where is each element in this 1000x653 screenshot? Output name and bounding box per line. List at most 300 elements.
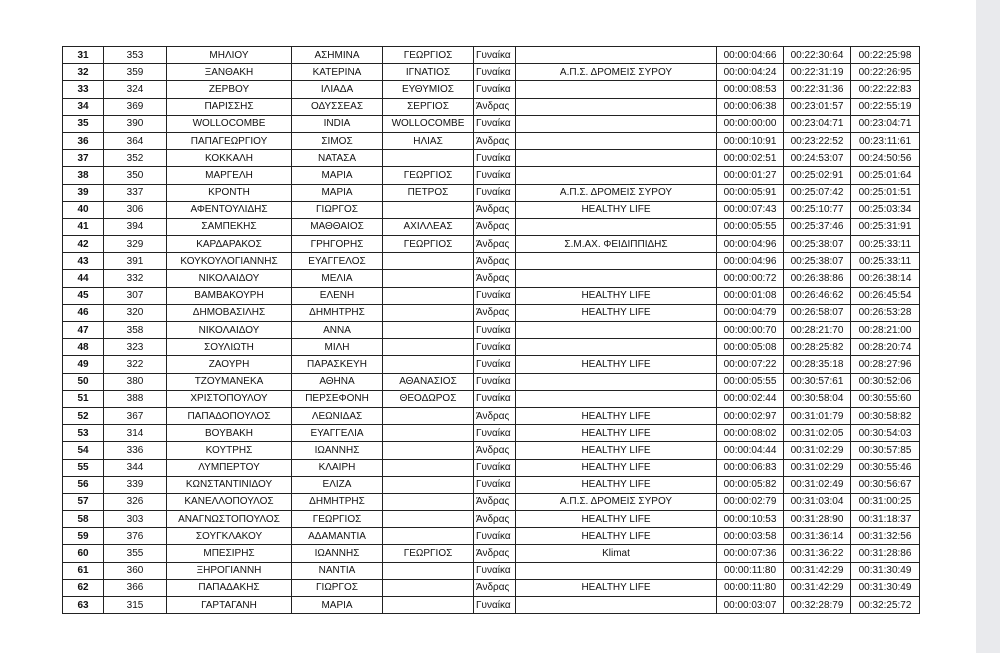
first-name-cell: ΜΑΡΙΑ <box>292 184 383 201</box>
table-row <box>63 339 920 356</box>
father-name-cell: ΘΕΟΔΩΡΟΣ <box>383 390 474 407</box>
rank-cell: 59 <box>63 528 104 545</box>
start-offset-cell: 00:00:04:79 <box>717 304 784 321</box>
rank-cell: 63 <box>63 597 104 614</box>
surname-cell: ΖΑΟΥΡΗ <box>167 356 292 373</box>
bib-cell: 307 <box>104 287 167 304</box>
father-name-cell: ΓΕΩΡΓΙΟΣ <box>383 545 474 562</box>
start-offset-cell: 00:00:01:27 <box>717 167 784 184</box>
surname-cell: ΖΕΡΒΟΥ <box>167 81 292 98</box>
start-offset-cell: 00:00:11:80 <box>717 562 784 579</box>
gender-cell: Γυναίκα <box>474 356 516 373</box>
surname-cell: ΝΙΚΟΛΑΙΔΟΥ <box>167 322 292 339</box>
surname-cell: ΜΗΛΙΟΥ <box>167 47 292 64</box>
father-name-cell: ΕΥΘΥΜΙΟΣ <box>383 81 474 98</box>
father-name-cell <box>383 528 474 545</box>
gender-cell: Άνδρας <box>474 545 516 562</box>
father-name-cell: ΑΘΑΝΑΣΙΟΣ <box>383 373 474 390</box>
father-name-cell <box>383 150 474 167</box>
first-name-cell: ΜΕΛΙΑ <box>292 270 383 287</box>
club-cell <box>516 47 717 64</box>
bib-cell: 366 <box>104 579 167 596</box>
first-name-cell: ΕΥΑΓΓΕΛΟΣ <box>292 253 383 270</box>
first-name-cell: ΕΛΙΖΑ <box>292 476 383 493</box>
net-time-cell: 00:31:32:56 <box>851 528 920 545</box>
table-row <box>63 528 920 545</box>
surname-cell: ΞΑΝΘΑΚΗ <box>167 64 292 81</box>
gun-time-cell: 00:25:07:42 <box>784 184 851 201</box>
net-time-cell: 00:22:55:19 <box>851 98 920 115</box>
club-cell <box>516 115 717 132</box>
club-cell: Α.Π.Σ. ΔΡΟΜΕΙΣ ΣΥΡΟΥ <box>516 184 717 201</box>
rank-cell: 40 <box>63 201 104 218</box>
club-cell <box>516 562 717 579</box>
bib-cell: 314 <box>104 425 167 442</box>
table-row <box>63 322 920 339</box>
gun-time-cell: 00:28:25:82 <box>784 339 851 356</box>
net-time-cell: 00:22:22:83 <box>851 81 920 98</box>
net-time-cell: 00:30:57:85 <box>851 442 920 459</box>
father-name-cell <box>383 253 474 270</box>
rank-cell: 52 <box>63 407 104 424</box>
start-offset-cell: 00:00:04:44 <box>717 442 784 459</box>
net-time-cell: 00:22:25:98 <box>851 47 920 64</box>
start-offset-cell: 00:00:05:91 <box>717 184 784 201</box>
bib-cell: 388 <box>104 390 167 407</box>
gender-cell: Άνδρας <box>474 218 516 235</box>
club-cell <box>516 390 717 407</box>
club-cell: HEALTHY LIFE <box>516 304 717 321</box>
net-time-cell: 00:30:55:46 <box>851 459 920 476</box>
table-row <box>63 167 920 184</box>
bib-cell: 332 <box>104 270 167 287</box>
gun-time-cell: 00:31:02:29 <box>784 442 851 459</box>
club-cell: HEALTHY LIFE <box>516 511 717 528</box>
start-offset-cell: 00:00:07:43 <box>717 201 784 218</box>
table-row <box>63 373 920 390</box>
table-row <box>63 132 920 149</box>
net-time-cell: 00:31:18:37 <box>851 511 920 528</box>
club-cell: Σ.Μ.ΑΧ. ΦΕΙΔΙΠΠΙΔΗΣ <box>516 236 717 253</box>
first-name-cell: ΓΙΩΡΓΟΣ <box>292 579 383 596</box>
gender-cell: Άνδρας <box>474 253 516 270</box>
gender-cell: Γυναίκα <box>474 150 516 167</box>
bib-cell: 353 <box>104 47 167 64</box>
first-name-cell: ΛΕΩΝΙΔΑΣ <box>292 407 383 424</box>
gender-cell: Άνδρας <box>474 201 516 218</box>
club-cell: HEALTHY LIFE <box>516 442 717 459</box>
net-time-cell: 00:31:28:86 <box>851 545 920 562</box>
start-offset-cell: 00:00:05:55 <box>717 218 784 235</box>
rank-cell: 51 <box>63 390 104 407</box>
father-name-cell: ΓΕΩΡΓΙΟΣ <box>383 47 474 64</box>
start-offset-cell: 00:00:04:96 <box>717 236 784 253</box>
father-name-cell: ΑΧΙΛΛΕΑΣ <box>383 218 474 235</box>
surname-cell: ΣΟΥΓΚΛΑΚΟΥ <box>167 528 292 545</box>
first-name-cell: ΙΛΙΑΔΑ <box>292 81 383 98</box>
start-offset-cell: 00:00:10:53 <box>717 511 784 528</box>
father-name-cell <box>383 287 474 304</box>
gun-time-cell: 00:25:10:77 <box>784 201 851 218</box>
rank-cell: 54 <box>63 442 104 459</box>
surname-cell: ΞΗΡΟΓΙΑΝΝΗ <box>167 562 292 579</box>
gun-time-cell: 00:31:01:79 <box>784 407 851 424</box>
bib-cell: 323 <box>104 339 167 356</box>
surname-cell: ΒΑΜΒΑΚΟΥΡΗ <box>167 287 292 304</box>
net-time-cell: 00:30:52:06 <box>851 373 920 390</box>
gender-cell: Άνδρας <box>474 236 516 253</box>
surname-cell: ΚΑΝΕΛΛΟΠΟΥΛΟΣ <box>167 493 292 510</box>
gun-time-cell: 00:30:58:04 <box>784 390 851 407</box>
bib-cell: 369 <box>104 98 167 115</box>
gun-time-cell: 00:28:21:70 <box>784 322 851 339</box>
table-row <box>63 253 920 270</box>
club-cell: HEALTHY LIFE <box>516 459 717 476</box>
rank-cell: 60 <box>63 545 104 562</box>
first-name-cell: ΑΔΑΜΑΝΤΙΑ <box>292 528 383 545</box>
table-row <box>63 47 920 64</box>
rank-cell: 34 <box>63 98 104 115</box>
bib-cell: 352 <box>104 150 167 167</box>
first-name-cell: ΓΕΩΡΓΙΟΣ <box>292 511 383 528</box>
rank-cell: 44 <box>63 270 104 287</box>
bib-cell: 394 <box>104 218 167 235</box>
rank-cell: 35 <box>63 115 104 132</box>
father-name-cell <box>383 459 474 476</box>
gun-time-cell: 00:22:31:36 <box>784 81 851 98</box>
surname-cell: ΠΑΡΙΣΣΗΣ <box>167 98 292 115</box>
net-time-cell: 00:28:20:74 <box>851 339 920 356</box>
results-table <box>62 46 920 614</box>
gun-time-cell: 00:31:42:29 <box>784 579 851 596</box>
father-name-cell <box>383 562 474 579</box>
net-time-cell: 00:25:31:91 <box>851 218 920 235</box>
start-offset-cell: 00:00:03:58 <box>717 528 784 545</box>
table-row <box>63 356 920 373</box>
net-time-cell: 00:25:01:64 <box>851 167 920 184</box>
start-offset-cell: 00:00:03:07 <box>717 597 784 614</box>
gun-time-cell: 00:22:31:19 <box>784 64 851 81</box>
first-name-cell: ΑΘΗΝΑ <box>292 373 383 390</box>
rank-cell: 37 <box>63 150 104 167</box>
table-row <box>63 425 920 442</box>
surname-cell: ΣΑΜΠΕΚΗΣ <box>167 218 292 235</box>
net-time-cell: 00:26:53:28 <box>851 304 920 321</box>
father-name-cell: ΓΕΩΡΓΙΟΣ <box>383 236 474 253</box>
table-row <box>63 98 920 115</box>
gun-time-cell: 00:31:36:22 <box>784 545 851 562</box>
start-offset-cell: 00:00:05:82 <box>717 476 784 493</box>
table-row <box>63 236 920 253</box>
table-row <box>63 597 920 614</box>
club-cell <box>516 373 717 390</box>
gun-time-cell: 00:31:28:90 <box>784 511 851 528</box>
table-row <box>63 442 920 459</box>
club-cell <box>516 167 717 184</box>
surname-cell: ΑΝΑΓΝΩΣΤΟΠΟΥΛΟΣ <box>167 511 292 528</box>
start-offset-cell: 00:00:08:02 <box>717 425 784 442</box>
bib-cell: 329 <box>104 236 167 253</box>
father-name-cell: ΓΕΩΡΓΙΟΣ <box>383 167 474 184</box>
first-name-cell: ΚΑΤΕΡΙΝΑ <box>292 64 383 81</box>
net-time-cell: 00:23:11:61 <box>851 132 920 149</box>
bib-cell: 324 <box>104 81 167 98</box>
rank-cell: 45 <box>63 287 104 304</box>
surname-cell: ΠΑΠΑΔΟΠΟΥΛΟΣ <box>167 407 292 424</box>
gender-cell: Γυναίκα <box>474 425 516 442</box>
rank-cell: 56 <box>63 476 104 493</box>
gender-cell: Άνδρας <box>474 579 516 596</box>
start-offset-cell: 00:00:04:24 <box>717 64 784 81</box>
father-name-cell: ΙΓΝΑΤΙΟΣ <box>383 64 474 81</box>
club-cell <box>516 98 717 115</box>
gun-time-cell: 00:32:28:79 <box>784 597 851 614</box>
surname-cell: ΒΟΥΒΑΚΗ <box>167 425 292 442</box>
bib-cell: 306 <box>104 201 167 218</box>
surname-cell: ΚΩΝΣΤΑΝΤΙΝΙΔΟΥ <box>167 476 292 493</box>
bib-cell: 336 <box>104 442 167 459</box>
gun-time-cell: 00:30:57:61 <box>784 373 851 390</box>
club-cell <box>516 81 717 98</box>
surname-cell: ΛΥΜΠΕΡΤΟΥ <box>167 459 292 476</box>
table-row <box>63 81 920 98</box>
bib-cell: 380 <box>104 373 167 390</box>
gender-cell: Γυναίκα <box>474 167 516 184</box>
surname-cell: ΚΟΚΚΑΛΗ <box>167 150 292 167</box>
surname-cell: ΠΑΠΑΓΕΩΡΓΙΟΥ <box>167 132 292 149</box>
net-time-cell: 00:24:50:56 <box>851 150 920 167</box>
father-name-cell <box>383 442 474 459</box>
gender-cell: Άνδρας <box>474 493 516 510</box>
bib-cell: 360 <box>104 562 167 579</box>
gender-cell: Γυναίκα <box>474 390 516 407</box>
gun-time-cell: 00:22:30:64 <box>784 47 851 64</box>
club-cell: HEALTHY LIFE <box>516 407 717 424</box>
bib-cell: 350 <box>104 167 167 184</box>
start-offset-cell: 00:00:10:91 <box>717 132 784 149</box>
surname-cell: ΠΑΠΑΔΑΚΗΣ <box>167 579 292 596</box>
first-name-cell: ΜΑΡΙΑ <box>292 167 383 184</box>
table-row <box>63 493 920 510</box>
gun-time-cell: 00:23:04:71 <box>784 115 851 132</box>
net-time-cell: 00:28:21:00 <box>851 322 920 339</box>
gun-time-cell: 00:26:46:62 <box>784 287 851 304</box>
bib-cell: 339 <box>104 476 167 493</box>
surname-cell: ΜΠΕΣΙΡΗΣ <box>167 545 292 562</box>
start-offset-cell: 00:00:06:38 <box>717 98 784 115</box>
bib-cell: 303 <box>104 511 167 528</box>
start-offset-cell: 00:00:02:97 <box>717 407 784 424</box>
gender-cell: Γυναίκα <box>474 322 516 339</box>
start-offset-cell: 00:00:00:00 <box>717 115 784 132</box>
gender-cell: Γυναίκα <box>474 459 516 476</box>
start-offset-cell: 00:00:04:96 <box>717 253 784 270</box>
gender-cell: Γυναίκα <box>474 339 516 356</box>
gun-time-cell: 00:25:38:07 <box>784 253 851 270</box>
first-name-cell: ΟΔΥΣΣΕΑΣ <box>292 98 383 115</box>
rank-cell: 43 <box>63 253 104 270</box>
surname-cell: ΚΑΡΔΑΡΑΚΟΣ <box>167 236 292 253</box>
gender-cell: Γυναίκα <box>474 64 516 81</box>
rank-cell: 61 <box>63 562 104 579</box>
club-cell <box>516 270 717 287</box>
club-cell: HEALTHY LIFE <box>516 201 717 218</box>
rank-cell: 38 <box>63 167 104 184</box>
gun-time-cell: 00:24:53:07 <box>784 150 851 167</box>
surname-cell: ΑΦΕΝΤΟΥΛΙΔΗΣ <box>167 201 292 218</box>
first-name-cell: ΠΕΡΣΕΦΟΝΗ <box>292 390 383 407</box>
net-time-cell: 00:25:33:11 <box>851 253 920 270</box>
table-row <box>63 545 920 562</box>
rank-cell: 42 <box>63 236 104 253</box>
table-row <box>63 511 920 528</box>
first-name-cell: ΔΗΜΗΤΡΗΣ <box>292 304 383 321</box>
father-name-cell <box>383 493 474 510</box>
father-name-cell <box>383 304 474 321</box>
father-name-cell <box>383 339 474 356</box>
table-row <box>63 218 920 235</box>
bib-cell: 322 <box>104 356 167 373</box>
first-name-cell: INDIA <box>292 115 383 132</box>
table-row <box>63 287 920 304</box>
first-name-cell: ΠΑΡΑΣΚΕΥΗ <box>292 356 383 373</box>
bib-cell: 315 <box>104 597 167 614</box>
start-offset-cell: 00:00:06:83 <box>717 459 784 476</box>
bib-cell: 355 <box>104 545 167 562</box>
table-row <box>63 64 920 81</box>
club-cell <box>516 218 717 235</box>
table-row <box>63 115 920 132</box>
father-name-cell: ΗΛΙΑΣ <box>383 132 474 149</box>
club-cell: HEALTHY LIFE <box>516 528 717 545</box>
net-time-cell: 00:25:33:11 <box>851 236 920 253</box>
gender-cell: Γυναίκα <box>474 597 516 614</box>
gun-time-cell: 00:25:37:46 <box>784 218 851 235</box>
net-time-cell: 00:31:30:49 <box>851 562 920 579</box>
bib-cell: 359 <box>104 64 167 81</box>
father-name-cell: ΠΕΤΡΟΣ <box>383 184 474 201</box>
surname-cell: ΧΡΙΣΤΟΠΟΥΛΟΥ <box>167 390 292 407</box>
results-rows <box>63 47 920 614</box>
gender-cell: Άνδρας <box>474 511 516 528</box>
gender-cell: Γυναίκα <box>474 184 516 201</box>
net-time-cell: 00:25:03:34 <box>851 201 920 218</box>
net-time-cell: 00:26:38:14 <box>851 270 920 287</box>
club-cell <box>516 132 717 149</box>
gun-time-cell: 00:28:35:18 <box>784 356 851 373</box>
start-offset-cell: 00:00:00:70 <box>717 322 784 339</box>
surname-cell: ΜΑΡΓΕΛΗ <box>167 167 292 184</box>
table-row <box>63 201 920 218</box>
father-name-cell <box>383 579 474 596</box>
surname-cell: WOLLOCOMBE <box>167 115 292 132</box>
gun-time-cell: 00:23:22:52 <box>784 132 851 149</box>
table-row <box>63 270 920 287</box>
gun-time-cell: 00:31:42:29 <box>784 562 851 579</box>
club-cell <box>516 150 717 167</box>
rank-cell: 62 <box>63 579 104 596</box>
net-time-cell: 00:30:54:03 <box>851 425 920 442</box>
rank-cell: 33 <box>63 81 104 98</box>
father-name-cell <box>383 425 474 442</box>
gender-cell: Γυναίκα <box>474 81 516 98</box>
club-cell: Klimat <box>516 545 717 562</box>
club-cell: HEALTHY LIFE <box>516 287 717 304</box>
club-cell <box>516 597 717 614</box>
bib-cell: 326 <box>104 493 167 510</box>
father-name-cell: WOLLOCOMBE <box>383 115 474 132</box>
surname-cell: ΔΗΜΟΒΑΣΙΛΗΣ <box>167 304 292 321</box>
table-row <box>63 304 920 321</box>
rank-cell: 55 <box>63 459 104 476</box>
gender-cell: Γυναίκα <box>474 287 516 304</box>
net-time-cell: 00:31:30:49 <box>851 579 920 596</box>
net-time-cell: 00:30:55:60 <box>851 390 920 407</box>
bib-cell: 390 <box>104 115 167 132</box>
first-name-cell: ΓΙΩΡΓΟΣ <box>292 201 383 218</box>
first-name-cell: ΑΣΗΜΙΝΑ <box>292 47 383 64</box>
gun-time-cell: 00:25:38:07 <box>784 236 851 253</box>
surname-cell: ΚΟΥΤΡΗΣ <box>167 442 292 459</box>
first-name-cell: ΓΡΗΓΟΡΗΣ <box>292 236 383 253</box>
start-offset-cell: 00:00:01:08 <box>717 287 784 304</box>
father-name-cell <box>383 356 474 373</box>
gender-cell: Γυναίκα <box>474 47 516 64</box>
first-name-cell: ΝΑΝΤΙΑ <box>292 562 383 579</box>
gender-cell: Γυναίκα <box>474 476 516 493</box>
net-time-cell: 00:30:58:82 <box>851 407 920 424</box>
net-time-cell: 00:31:00:25 <box>851 493 920 510</box>
surname-cell: ΚΡΟΝΤΗ <box>167 184 292 201</box>
surname-cell: ΣΟΥΛΙΩΤΗ <box>167 339 292 356</box>
surname-cell: ΝΙΚΟΛΑΙΔΟΥ <box>167 270 292 287</box>
gender-cell: Άνδρας <box>474 304 516 321</box>
net-time-cell: 00:30:56:67 <box>851 476 920 493</box>
table-row <box>63 579 920 596</box>
gun-time-cell: 00:31:36:14 <box>784 528 851 545</box>
rank-cell: 50 <box>63 373 104 390</box>
bib-cell: 367 <box>104 407 167 424</box>
club-cell: HEALTHY LIFE <box>516 476 717 493</box>
bib-cell: 358 <box>104 322 167 339</box>
gender-cell: Άνδρας <box>474 407 516 424</box>
start-offset-cell: 00:00:11:80 <box>717 579 784 596</box>
rank-cell: 36 <box>63 132 104 149</box>
rank-cell: 53 <box>63 425 104 442</box>
surname-cell: ΚΟΥΚΟΥΛΟΓΙΑΝΝΗΣ <box>167 253 292 270</box>
start-offset-cell: 00:00:02:51 <box>717 150 784 167</box>
rank-cell: 41 <box>63 218 104 235</box>
start-offset-cell: 00:00:00:72 <box>717 270 784 287</box>
bib-cell: 320 <box>104 304 167 321</box>
start-offset-cell: 00:00:08:53 <box>717 81 784 98</box>
club-cell: HEALTHY LIFE <box>516 356 717 373</box>
rank-cell: 32 <box>63 64 104 81</box>
rank-cell: 46 <box>63 304 104 321</box>
start-offset-cell: 00:00:05:08 <box>717 339 784 356</box>
club-cell: HEALTHY LIFE <box>516 425 717 442</box>
first-name-cell: ΔΗΜΗΤΡΗΣ <box>292 493 383 510</box>
net-time-cell: 00:25:01:51 <box>851 184 920 201</box>
net-time-cell: 00:32:25:72 <box>851 597 920 614</box>
surname-cell: ΤΖΟΥΜΑΝΕΚΑ <box>167 373 292 390</box>
rank-cell: 39 <box>63 184 104 201</box>
net-time-cell: 00:22:26:95 <box>851 64 920 81</box>
rank-cell: 48 <box>63 339 104 356</box>
table-row <box>63 459 920 476</box>
gender-cell: Άνδρας <box>474 270 516 287</box>
first-name-cell: ΜΙΛΗ <box>292 339 383 356</box>
